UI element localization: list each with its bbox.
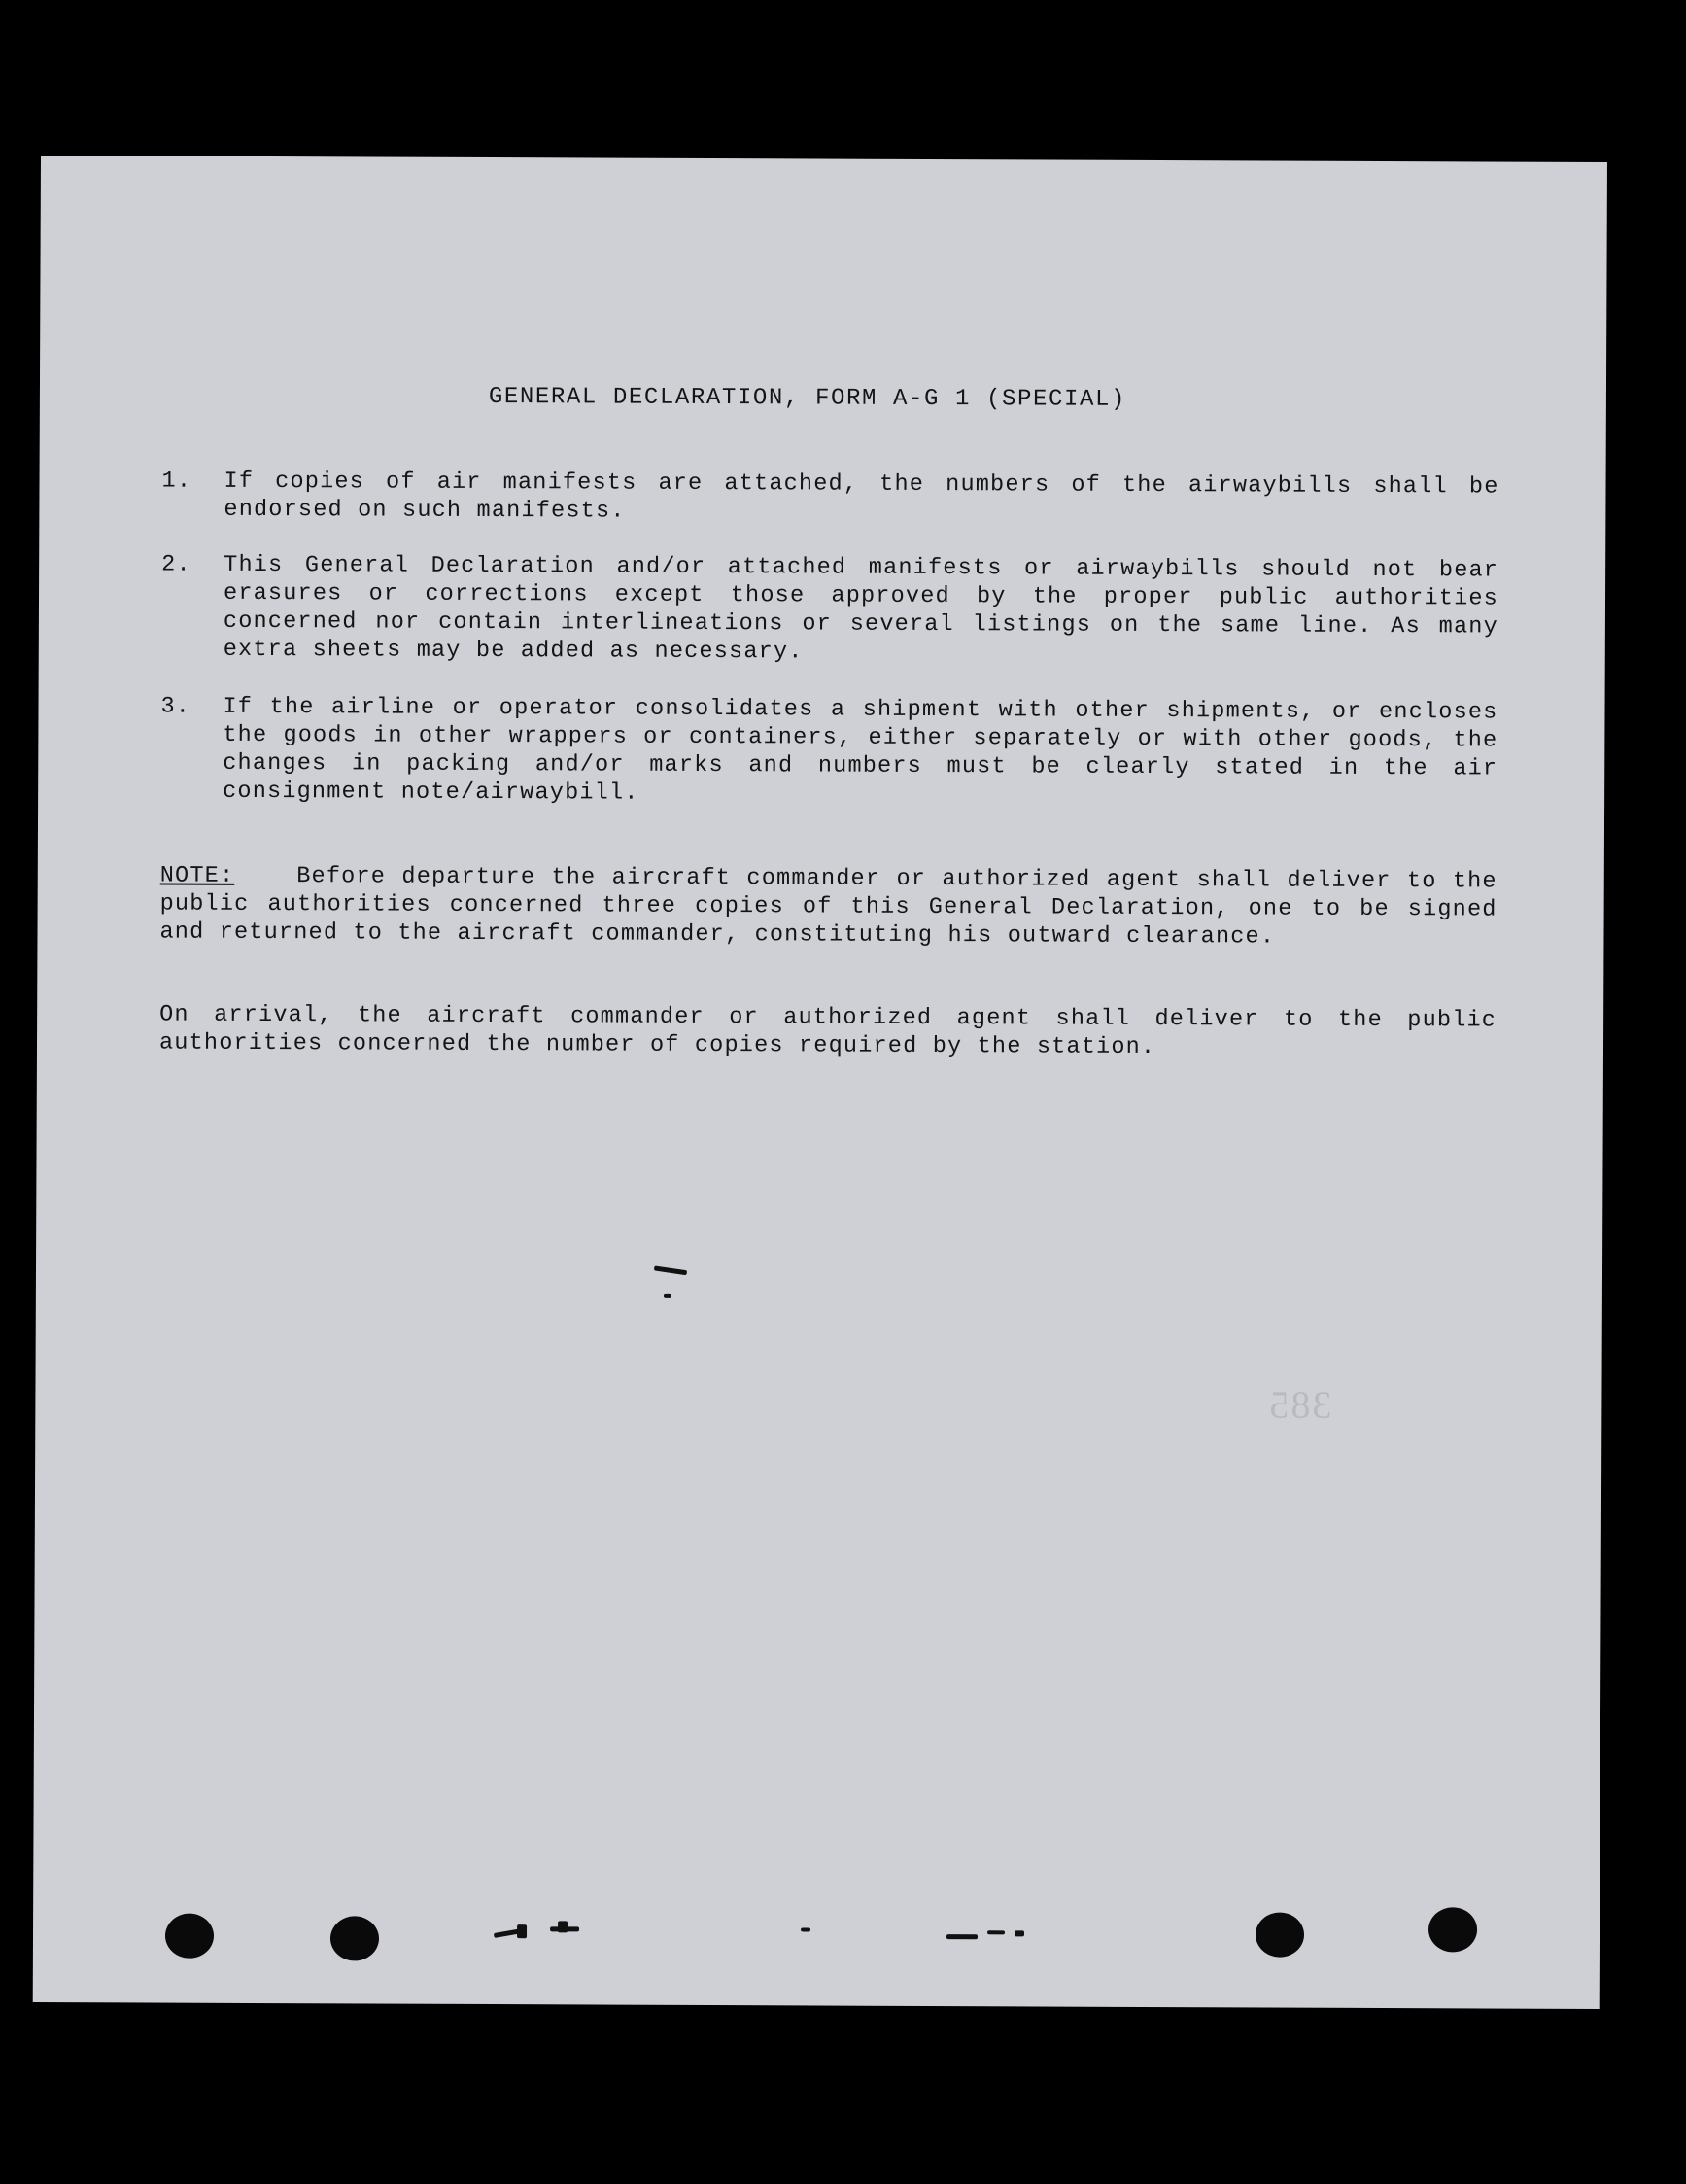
item-number: 3. [160, 693, 191, 720]
note-text: Before departure the aircraft commander or authorized agent shall deliver to the public authorities concerned three copies of this General Declaration, one to be signed and returned to the aircraft commander, constituting his outward clearance. [159, 863, 1497, 951]
item-text: This General Declaration and/or attached manifests or airwaybills should not bear erasures or corrections except those approved by the proper public authorities concerned nor contain interlineations or several listings on the same line. As many extra sheets may be added as necessary. [223, 551, 1499, 666]
bleed-through-number: 385 [1267, 1382, 1332, 1427]
punch-hole-left-1 [165, 1914, 214, 1959]
list-item [161, 551, 1498, 670]
document-sheet [33, 156, 1607, 2009]
ink-speck [987, 1930, 1005, 1934]
ink-speck [801, 1927, 810, 1931]
note-paragraph [159, 862, 1497, 953]
ink-speck [664, 1294, 671, 1298]
item-number: 2. [161, 551, 191, 578]
list-item [160, 693, 1497, 812]
note-label: NOTE: [159, 862, 235, 889]
arrival-paragraph: On arrival, the aircraft commander or authorized agent shall deliver to the public authorities concerned the number of copies required by the station. [158, 1001, 1497, 1061]
torn-corner [1391, 2115, 1507, 2184]
list-item [161, 468, 1498, 530]
ink-speck [517, 1924, 527, 1938]
punch-hole-left-2 [330, 1916, 379, 1960]
punch-hole-right-1 [1256, 1912, 1304, 1957]
item-text: If the airline or operator consolidates a shipment with other shipments, or encloses the goods in other wrappers or containers, either separately or with other goods, the changes in packing and/or marks and numbers must be clearly stated in the air consignment note/airwaybill. [223, 693, 1498, 807]
document-title: GENERAL DECLARATION, FORM A-G 1 (SPECIAL) [488, 384, 1127, 413]
ink-speck [946, 1934, 978, 1939]
ink-speck [558, 1921, 568, 1932]
ink-speck [654, 1265, 687, 1275]
ink-speck [1015, 1930, 1024, 1936]
item-text: If copies of air manifests are attached, the numbers of the airwaybills shall be endorsed on such manifests. [224, 468, 1499, 525]
punch-hole-right-2 [1428, 1907, 1477, 1952]
item-number: 1. [161, 468, 192, 495]
